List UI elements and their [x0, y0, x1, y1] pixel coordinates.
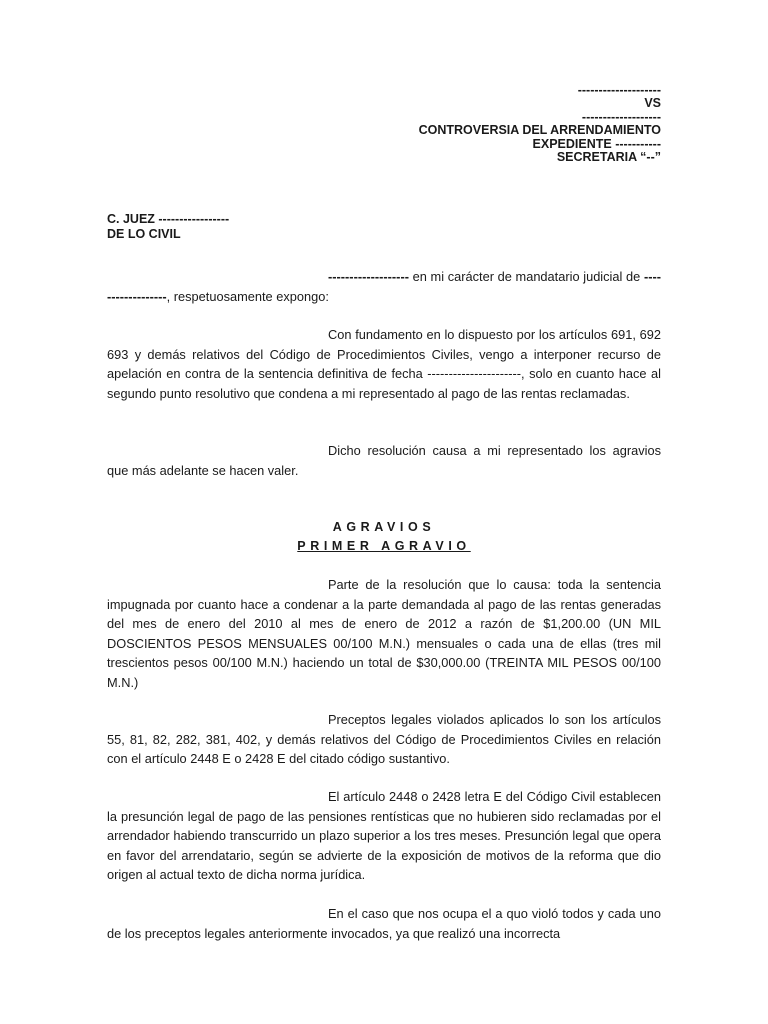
intro-paragraph	[107, 267, 661, 306]
agravios-title: AGRAVIOS	[332, 520, 436, 534]
paragraph-1-text: Con fundamento en lo dispuesto por los artículos 691, 692 693 y demás relativos del Código de Procedimientos Civiles, vengo a interponer recurso de apelación en contra de la sentencia definitiva de fecha ----------------------, solo en cuanto hace al segundo punto resolutivo que condena a mi representado al pago de las rentas reclamadas.	[107, 327, 661, 401]
header-line-vs: VS	[644, 96, 661, 111]
header-line-1: --------------------	[577, 83, 661, 97]
header-line-3: -------------------	[581, 109, 661, 124]
paragraph-3-text: Parte de la resolución que lo causa: toda la sentencia impugnada por cuanto hace a condenar a la parte demandada al pago de las rentas generadas del mes de enero del 2010 al mes de enero de 2012 a razón de $1,200.00 (UN MIL DOSCIENTOS PESOS MENSUALES 00/100 M.N.) mensuales o cada una de ellas (tres mil trescientos pesos 00/100 M.N.) haciendo un total de $30,000.00 (TREINTA MIL PESOS 00/100 M.N.)	[107, 577, 661, 690]
paragraph-4	[107, 710, 661, 769]
addressee-judge: C. JUEZ -----------------	[107, 212, 230, 226]
paragraph-3	[107, 575, 661, 693]
paragraph-2	[107, 441, 661, 480]
header-controversy: CONTROVERSIA DEL ARRENDAMIENTO	[418, 123, 661, 138]
header-expediente: EXPEDIENTE -----------	[532, 136, 661, 151]
header-secretaria: SECRETARIA “--”	[556, 150, 661, 165]
paragraph-4-text: Preceptos legales violados aplicados lo son los artículos 55, 81, 82, 282, 381, 402, y demás relativos del Código de Procedimientos Civiles en relación con el artículo 2448 E o 2428 E del citado código sustantivo.	[107, 712, 661, 767]
addressee-block	[107, 212, 229, 241]
paragraph-5-text: El artículo 2448 o 2428 letra E del Código Civil establecen la presunción legal de pago de las pensiones rentísticas que no hubieren sido reclamadas por el arrendador habiendo transcurrido un plazo superior a los tres meses. Presunción legal que opera en favor del arrendatario, según se advierte de la exposición de motivos de la reforma que dio origen al actual texto de dicha norma jurídica.	[107, 789, 661, 883]
paragraph-2-text: Dicho resolución causa a mi representado los agravios que más adelante se hacen valer.	[107, 443, 661, 478]
paragraph-6	[107, 904, 661, 943]
paragraph-1	[107, 325, 661, 403]
paragraph-6-text: En el caso que nos ocupa el a quo violó todos y cada uno de los preceptos legales anteriormente invocados, ya que realizó una incorrecta	[107, 906, 661, 941]
paragraph-5	[107, 787, 661, 885]
addressee-court: DE LO CIVIL	[107, 226, 181, 241]
case-header	[419, 84, 661, 164]
intro-name: -------------------	[328, 269, 409, 284]
intro-text-1: en mi carácter de mandatario judicial de	[408, 269, 644, 284]
primer-agravio-title: PRIMER AGRAVIO	[297, 539, 471, 553]
intro-text-2: , respetuosamente expongo:	[166, 288, 329, 304]
intro-party: ------------------	[107, 269, 661, 304]
